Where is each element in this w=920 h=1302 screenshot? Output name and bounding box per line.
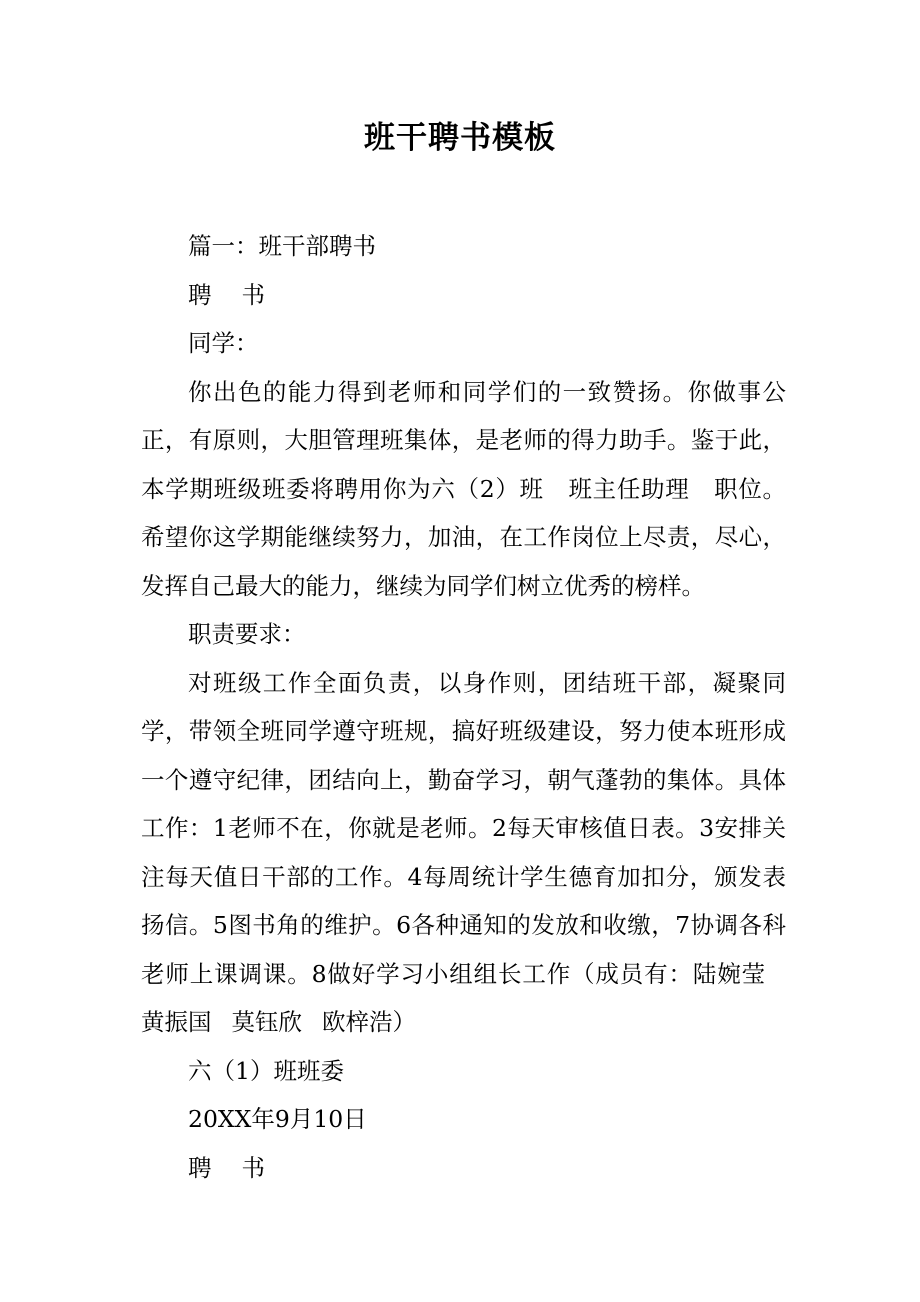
duties-heading: 职责要求： (188, 620, 306, 648)
section-heading: 篇一：班干部聘书 (188, 232, 376, 260)
appointment-heading-char-2: 书 (241, 280, 265, 309)
appointment-heading-char-2: 书 (241, 1153, 265, 1182)
member-name: 莫钰欣 (231, 1008, 302, 1036)
member-name: 黄振国 (141, 1008, 212, 1036)
appointment-text-part-2: 职位。希望你这学期能继续努力，加油，在工作岗位上尽责，尽心，发挥自己最大的能力，继续为同学们树立优秀的榜样。 (141, 474, 787, 600)
document-body (141, 222, 786, 1192)
document-title: 班干聘书模板 (364, 120, 556, 156)
appointment-heading-char-1: 聘 (188, 1153, 212, 1182)
appointment-heading-repeat (141, 1144, 786, 1193)
appointment-text-part-1: 你出色的能力得到老师和同学们的一致赞扬。你做事公正，有原则，大胆管理班集体，是老师的得力助手。鉴于此，本学期班级班委将聘用你为六（2）班 (141, 377, 786, 503)
date: 20XX年9月10日 (188, 1105, 367, 1133)
signer: 六（1）班班委 (188, 1056, 344, 1085)
duties-paragraph (141, 659, 786, 1047)
specific-work-text: 具体工作：1老师不在，你就是老师。2每天审核值日表。3安排关注每天值日干部的工作。4每周统计学生德育加扣分，颁发表扬信。5图书角的维护。6各种通知的发放和收缴，7协调各科老师上课调课。8做好学习小组组长工作（成员有： (141, 765, 787, 988)
appointment-heading (141, 271, 786, 320)
appointment-heading-char-1: 聘 (188, 280, 212, 309)
appointment-role: 班主任助理 (567, 474, 690, 503)
appointment-paragraph (141, 368, 786, 611)
duties-text: 对班级工作全面负责，以身作则，团结班干部，凝聚同学，带领全班同学遵守班规，搞好班级建设，努力使本班形成一个遵守纪律，团结向上，勤奋学习，朝气蓬勃的集体。 (141, 668, 786, 794)
member-name: 欧梓浩） (322, 1008, 416, 1036)
salutation: 同学： (188, 329, 259, 357)
member-name: 陆婉莹 (692, 959, 767, 988)
